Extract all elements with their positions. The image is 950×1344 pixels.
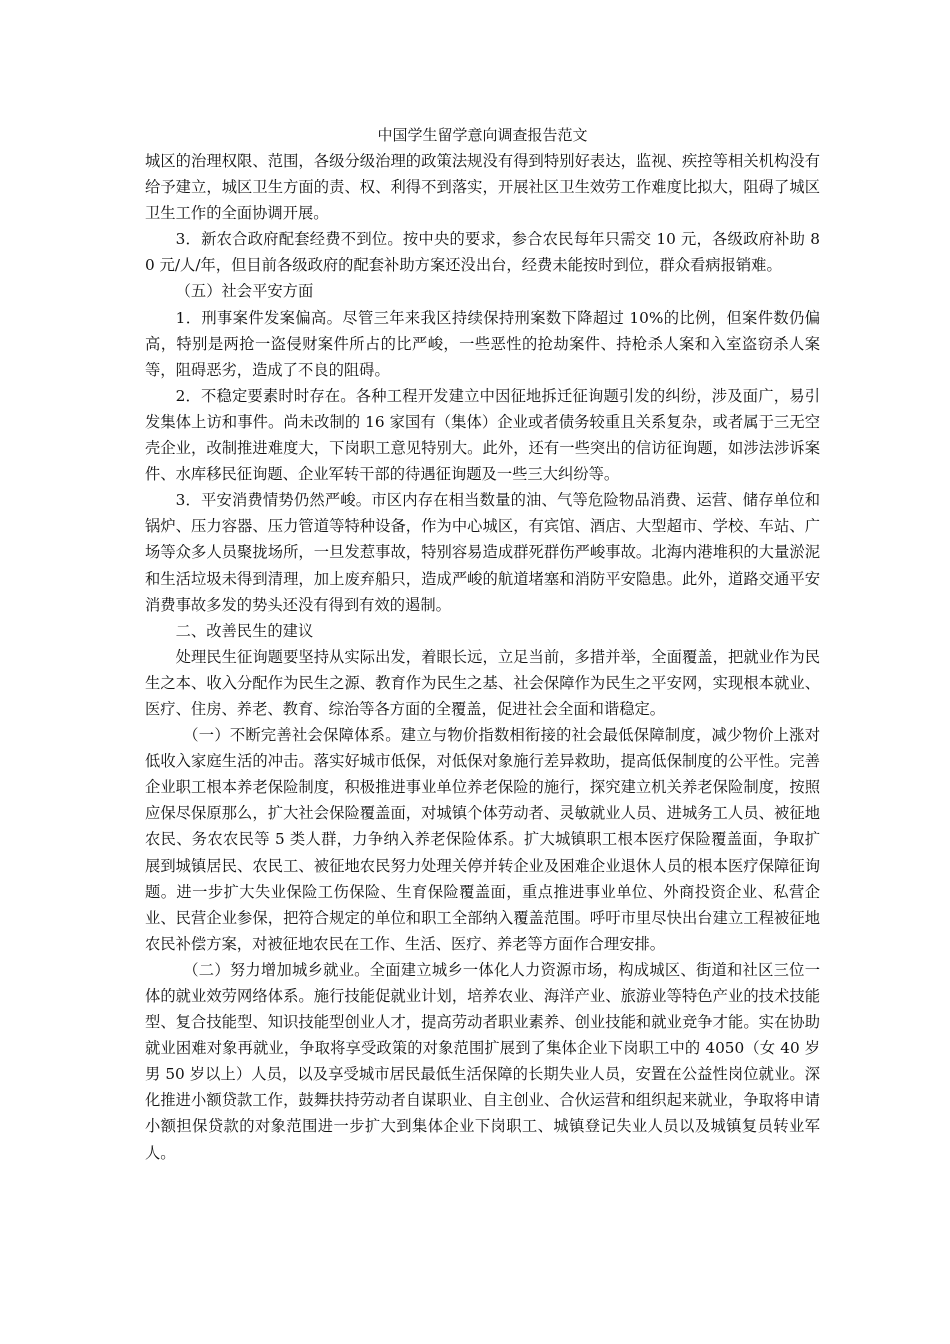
document-page [145, 122, 820, 1166]
paragraph-suggestions-intro: 处理民生征询题要坚持从实际出发，着眼长远，立足当前，多措并举，全面覆盖，把就业作为民生之本、收入分配作为民生之源、教育作为民生之基、社会保障作为民生之平安网，实现根本就业、医疗、住房、养老、教育、综治等各方面的全覆盖，促进社会全面和谐稳定。 [145, 647, 820, 718]
paragraph-instability-factors: 2．不稳定要素时时存在。各种工程开发建立中因征地拆迁征询题引发的纠纷，涉及面广，易引发集体上访和事件。尚未改制的 16 家国有（集体）企业或者债务较重且关系复杂，或者属于三无空壳企业，改制推进难度大，下岗职工意见特别大。此外，还有一些突出的信访征询题，如涉法涉诉案件、水库移民征询题、企业军转干部的待遇征询题及一些三大纠纷等。 [145, 386, 820, 484]
section-heading-suggestions: 二、改善民生的建议 [175, 621, 314, 640]
paragraph-criminal-cases: 1．刑事案件发案偏高。尽管三年来我区持续保持刑案数下降超过 10%的比例，但案件数仍偏高，特别是两抢一盗侵财案件所占的比严峻，一些恶性的抢劫案件、持枪杀人案和入室盗窃杀人案等，阻碍恶劣，造成了不良的阻碍。 [145, 308, 820, 379]
section-heading-social-safety: （五）社会平安方面 [175, 282, 314, 301]
paragraph-health-continued: 城区的治理权限、范围，各级分级治理的政策法规没有得到特别好表达，监视、疾控等相关机构没有给予建立，城区卫生方面的责、权、利得不到落实，开展社区卫生效劳工作难度比拟大，阻碍了城区卫生工作的全面协调开展。 [145, 152, 820, 223]
paragraph-production-safety: 3．平安消费情势仍然严峻。市区内存在相当数量的油、气等危险物品消费、运营、储存单位和锅炉、压力容器、压力管道等特种设备，作为中心城区，有宾馆、酒店、大型超市、学校、车站、广场等众多人员聚拢场所，一旦发惹事故，特别容易造成群死群伤严峻事故。北海内港堆积的大量淤泥和生活垃圾未得到清理，加上废弃船只，造成严峻的航道堵塞和消防平安隐患。此外，道路交通平安消费事故多发的势头还没有得到有效的遏制。 [145, 491, 820, 614]
page-title: 中国学生留学意向调查报告范文 [377, 126, 588, 144]
paragraph-rural-coop-funding: 3．新农合政府配套经费不到位。按中央的要求，参合农民每年只需交 10 元，各级政府补助 80 元/人/年，但目前各级政府的配套补助方案还没出台，经费未能按时到位，群众看病报销难。 [145, 230, 820, 275]
paragraph-social-security: （一）不断完善社会保障体系。建立与物价指数相衔接的社会最低保障制度，减少物价上涨对低收入家庭生活的冲击。落实好城市低保，对低保对象施行差异救助，提高低保制度的公平性。完善企业职工根本养老保险制度，积极推进事业单位养老保险的施行，探究建立机关养老保险制度，按照应保尽保原那么，扩大社会保险覆盖面，对城镇个体劳动者、灵敏就业人员、进城务工人员、被征地农民、务农农民等 5 类人群，力争纳入养老保险体系。扩大城镇职工根本医疗保险覆盖面，争取扩展到城镇居民、农民工、被征地农民努力处理关停并转企业及困难企业退休人员的根本医疗保障征询题。进一步扩大失业保险工伤保险、生育保险覆盖面，重点推进事业单位、外商投资企业、私营企业、民营企业参保，把符合规定的单位和职工全部纳入覆盖范围。呼吁市里尽快出台建立工程被征地农民补偿方案，对被征地农民在工作、生活、医疗、养老等方面作合理安排。 [145, 726, 820, 953]
paragraph-employment: （二）努力增加城乡就业。全面建立城乡一体化人力资源市场，构成城区、街道和社区三位一体的就业效劳网络体系。施行技能促就业计划，培养农业、海洋产业、旅游业等特色产业的技术技能型、复合技能型、知识技能型创业人才，提高劳动者职业素养、创业技能和就业竞争才能。实在协助就业困难对象再就业，争取将享受政策的对象范围扩展到了集体企业下岗职工中的 4050（女 40 岁男 50 岁以上）人员，以及享受城市居民最低生活保障的长期失业人员，安置在公益性岗位就业。深化推进小额贷款工作，鼓舞扶持劳动者自谋职业、自主创业、合伙运营和组织起来就业，争取将申请小额担保贷款的对象范围进一步扩大到集体企业下岗职工、城镇登记失业人员以及城镇复员转业军人。 [145, 960, 820, 1162]
